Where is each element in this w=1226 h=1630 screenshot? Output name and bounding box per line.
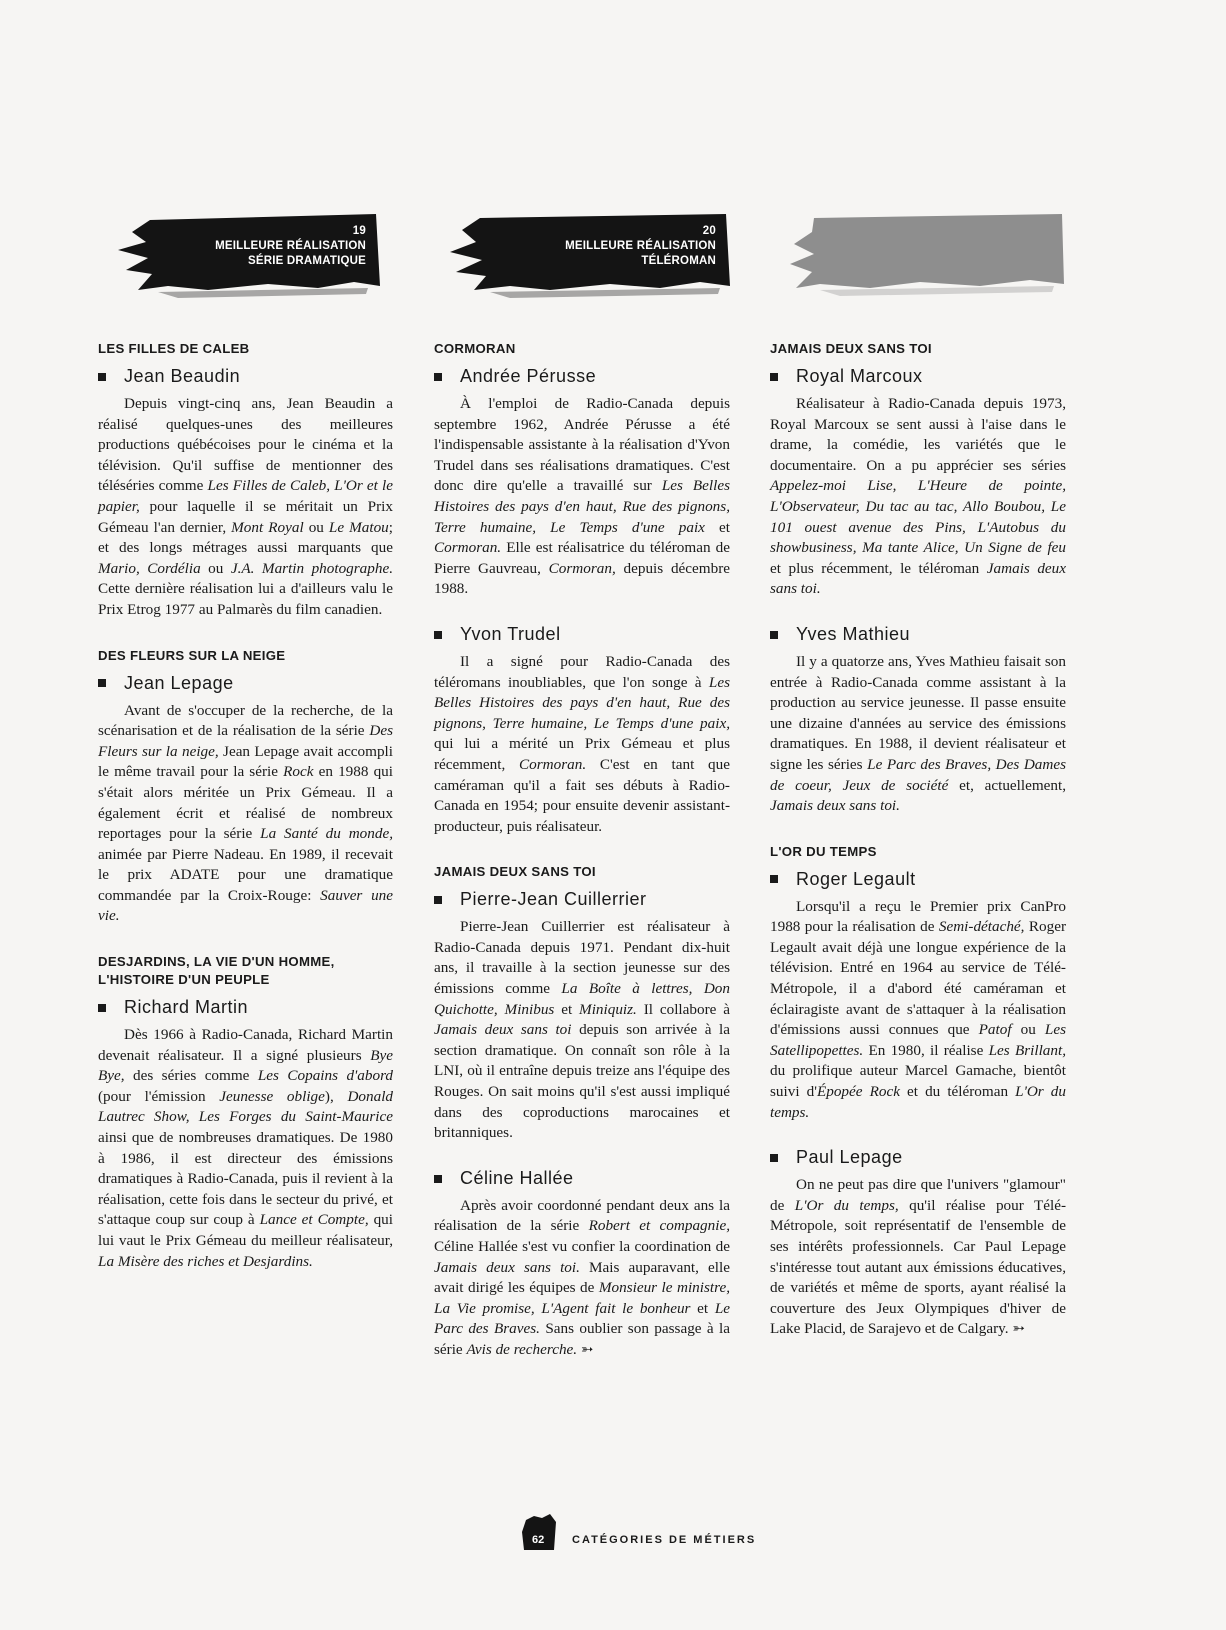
square-bullet-icon <box>434 373 442 381</box>
square-bullet-icon <box>770 1154 778 1162</box>
person-heading <box>98 364 393 388</box>
paragraph: Dès 1966 à Radio-Canada, Richard Martin devenait réalisateur. Il a signé plusieurs Bye Bye, des séries comme Les Copains d'abord (pour l'émission Jeunesse oblige), Donald Lautrec Show, Les Forges du Saint-Maurice ainsi que de nombreuses dramatiques. De 1980 à 1986, il est directeur des émissions dramatiques à Radio-Canada, puis il revient à la réalisation, cette fois dans le secteur du privé, et s'attaque coup sur coup à Lance et Compte, qui lui vaut le Prix Gémeau du meilleur réalisateur, La Misère des riches et Desjardins. <box>98 1026 394 1270</box>
person-name: Andrée Pérusse <box>460 366 597 386</box>
category-heading: JAMAIS DEUX SANS TOI <box>770 341 932 356</box>
banner-line2: SÉRIE DRAMATIQUE <box>248 255 366 267</box>
person-name: Royal Marcoux <box>796 366 923 386</box>
person-heading <box>98 671 393 695</box>
square-bullet-icon <box>98 679 106 687</box>
banner-20 <box>450 214 730 300</box>
person-heading <box>770 364 1066 388</box>
page-number: 62 <box>532 1534 545 1546</box>
paragraph: Il y a quatorze ans, Yves Mathieu faisait son entrée à Radio-Canada comme assistant à la production au service jeunesse. Il passe ensuite une dizaine d'années au service des émissions dramatiques. En 1988, il devient réalisateur et signe les séries Le Parc des Braves, Des Dames de coeur, Jeux de société et, actuellement, Jamais deux sans toi. <box>770 652 1066 815</box>
paragraph: Réalisateur à Radio-Canada depuis 1973, Royal Marcoux se sent aussi à l'aise dans le drame, la comédie, les variétés que le documentaire. On a pu apprécier ses séries Appelez-moi Lise, L'Heure de pointe, L'Observateur, Du tac au tac, Allo Boubou, Le 101 ouest avenue des Pins, L'Autobus du showbusiness, Ma tante Alice, Un Signe de feu et plus récemment, le téléroman Jamais deux sans toi. <box>770 395 1067 598</box>
paragraph: Avant de s'occuper de la recherche, de la scénarisation et de la réalisation de la série Des Fleurs sur la neige, Jean Lepage avait accompli le même travail pour la série Rock en 1988 qui s'était alors méritée un Prix Gémeau. Il a également écrit et réalisé de nombreux reportages pour la série La Santé du monde, animée par Pierre Nadeau. En 1989, il recevait le prix ADATE pour une dramatique commandée par la Croix-Rouge: Sauver une vie. <box>98 701 394 925</box>
square-bullet-icon <box>770 875 778 883</box>
person-name: Yvon Trudel <box>460 623 561 644</box>
paragraph: Après avoir coordonné pendant deux ans la réalisation de la série Robert et compagnie, Céline Hallée s'est vu confier la coordination de Jamais deux sans toi. Mais auparavant, elle avait dirigé les équipes de Monsieur le ministre, La Vie promise, L'Agent fait le bonheur et Le Parc des Braves. Sans oublier son passage à la série Avis de recherche. ➳ <box>434 1196 730 1358</box>
person-name: Jean Beaudin <box>124 366 241 386</box>
paragraph: Il a signé pour Radio-Canada des téléromans inoubliables, que l'on songe à Les Belles Histoires des pays d'en haut, Rue des pignons, Terre humaine, Le Temps d'une paix, qui lui a mérité un Prix Gémeau et plus récemment, Cormoran. C'est en tant que caméraman qu'il a fait ses débuts à Radio-Canada en 1954; pour ensuite devenir assistant-producteur, puis réalisateur. <box>434 652 730 835</box>
person-heading <box>434 622 730 646</box>
paragraph: Lorsqu'il a reçu le Premier prix CanPro 1988 pour la réalisation de Semi-détaché, Roger Legault avait déjà une longue expérience de la télévision. Entré en 1964 au service de Télé-Métropole, il a d'abord été caméraman et éclairagiste avant de s'attaquer à la réalisation d'émissions aussi connues que Patof ou Les Satellipopettes. En 1980, il réalise Les Brillant, du prolifique auteur Marcel Gamache, bientôt suivi d'Épopée Rock et du téléroman L'Or du temps. <box>770 897 1067 1121</box>
banner-line1: MEILLEURE RÉALISATION <box>215 240 366 252</box>
person-name: Roger Legault <box>796 868 916 889</box>
person-name: Pierre-Jean Cuillerrier <box>460 889 647 910</box>
category-heading: DES FLEURS SUR LA NEIGE <box>98 647 286 663</box>
square-bullet-icon <box>434 631 442 639</box>
footer-label: CATÉGORIES DE MÉTIERS <box>572 1534 757 1546</box>
column-2 <box>434 340 730 1361</box>
square-bullet-icon <box>434 1175 442 1183</box>
paragraph: Depuis vingt-cinq ans, Jean Beaudin a réalisé quelques-unes des meilleures productions québécoises pour le cinéma et la télévision. Qu'il suffise de mentionner des téléséries comme Les Filles de Caleb, L'Or et le papier, pour laquelle il se méritait un Prix Gémeau l'an dernier, Mont Royal ou Le Matou; et des longs métrages aussi marquants que Mario, Cordélia ou J.A. Martin photographe. Cette dernière réalisation lui a d'ailleurs valu le Prix Etrog 1977 au Palmarès du film canadien. <box>98 395 394 618</box>
square-bullet-icon <box>770 631 778 639</box>
category-heading: DESJARDINS, LA VIE D'UN HOMME, <box>98 954 335 970</box>
brush-stroke-grey <box>790 214 1064 300</box>
person-heading <box>434 364 730 388</box>
banner-line1: MEILLEURE RÉALISATION <box>565 240 716 252</box>
person-name: Yves Mathieu <box>796 623 911 644</box>
person-name: Paul Lepage <box>796 1147 903 1168</box>
person-heading <box>770 1145 1066 1169</box>
banner-19 <box>118 214 380 300</box>
person-heading <box>434 887 730 911</box>
person-name: Richard Martin <box>124 997 249 1018</box>
person-name: Céline Hallée <box>460 1167 574 1188</box>
square-bullet-icon <box>98 1004 106 1012</box>
person-heading <box>434 1166 730 1190</box>
banner-number: 19 <box>352 225 366 237</box>
square-bullet-icon <box>98 373 106 381</box>
category-heading: L'OR DU TEMPS <box>770 843 877 859</box>
paragraph: Pierre-Jean Cuillerrier est réalisateur à Radio-Canada depuis 1971. Pendant dix-huit ans, il travaille à la section jeunesse sur des émissions comme La Boîte à lettres, Don Quichotte, Minibus et Miniquiz. Il collabore à Jamais deux sans toi depuis son arrivée à la section dramatique. On connaît son rôle à la LNI, où il entraîne depuis treize ans l'équipe des Rouges. On sait moins qu'il s'est aussi impliqué dans des coproductions marocaines et britanniques. <box>434 918 730 1142</box>
page-number-blob-icon <box>520 1512 560 1552</box>
square-bullet-icon <box>770 373 778 381</box>
person-heading <box>770 622 1066 646</box>
banner-grey <box>790 214 1064 300</box>
category-heading: L'HISTOIRE D'UN PEUPLE <box>98 972 270 988</box>
paragraph: On ne peut pas dire que l'univers "glamour" de L'Or du temps, qu'il réalise pour Télé-Métropole, soit représentatif de l'ensemble de ses intérêts professionnels. Car Paul Lepage s'intéresse tout autant aux émissions éducatives, de variétés et même de sports, ayant réalisé la couverture des Jeux Olympiques d'hiver de Lake Placid, de Sarajevo et de Calgary. ➳ <box>770 1176 1066 1338</box>
person-heading <box>770 867 1066 891</box>
banner-20-text <box>565 224 716 269</box>
category-heading: LES FILLES DE CALEB <box>98 341 250 356</box>
category-heading: CORMORAN <box>434 341 516 356</box>
banner-line2: TÉLÉROMAN <box>641 255 716 267</box>
column-1 <box>98 340 393 1272</box>
paragraph: À l'emploi de Radio-Canada depuis septembre 1962, Andrée Pérusse a été l'indispensable assistante à la réalisation d'Yvon Trudel dans ses réalisations dramatiques. C'est donc dire qu'elle a travaillé sur Les Belles Histoires des pays d'en haut, Rue des pignons, Terre humaine, Le Temps d'une paix et Cormoran. Elle est réalisatrice du téléroman de Pierre Gauvreau, Cormoran, depuis décembre 1988. <box>434 395 730 598</box>
square-bullet-icon <box>434 896 442 904</box>
person-name: Jean Lepage <box>124 672 234 693</box>
person-heading <box>98 995 393 1019</box>
category-heading: JAMAIS DEUX SANS TOI <box>434 864 596 880</box>
column-3 <box>770 340 1066 1340</box>
banner-19-text <box>215 224 366 269</box>
banner-number: 20 <box>702 225 716 237</box>
